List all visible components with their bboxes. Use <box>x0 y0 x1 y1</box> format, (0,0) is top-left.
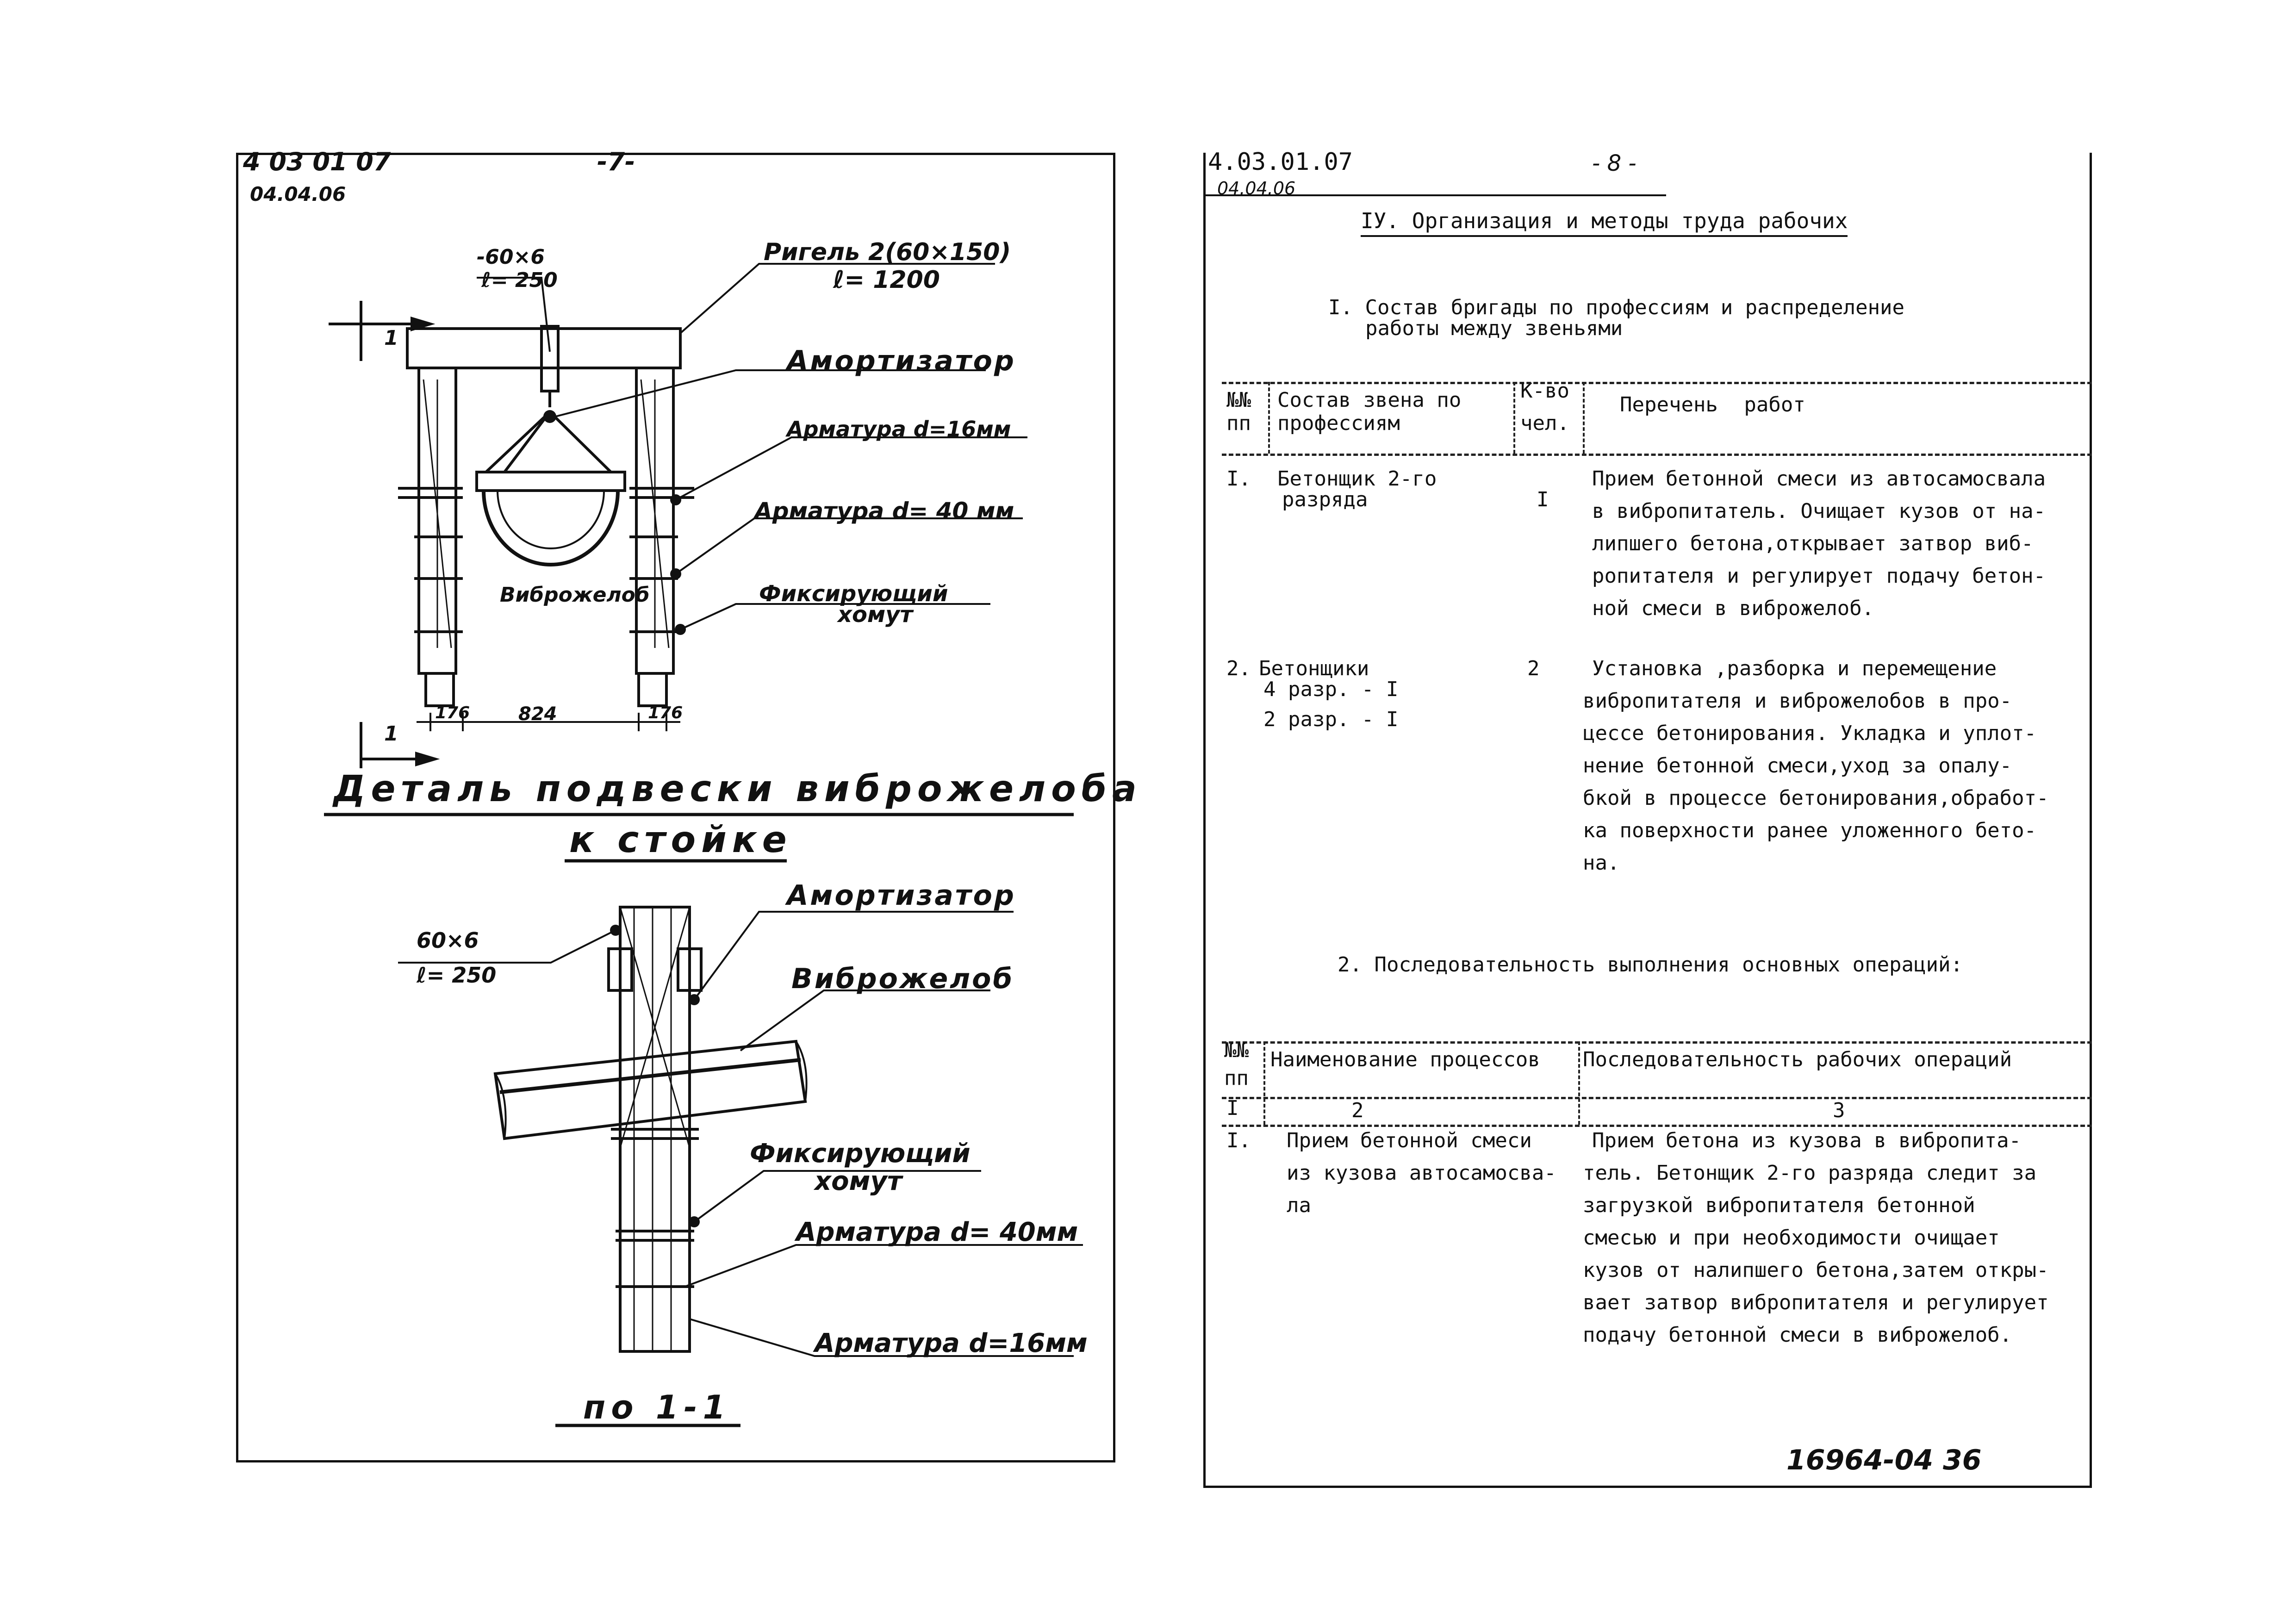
bottom-rebar-16-label: Арматура d=16мм <box>815 1328 1088 1358</box>
t1-row1-works-1: Прием бетонной смеси из автосамосвала <box>1592 467 2046 491</box>
t2-row1-process-1: Прием бетонной смеси <box>1287 1129 1532 1152</box>
t2-header-sequence: Последовательность рабочих операций <box>1583 1048 2012 1071</box>
dim-mid: 824 <box>518 703 557 725</box>
t1-header-works: Перечень работ <box>1620 393 1805 417</box>
t2-header-num-1: №№ <box>1224 1039 1249 1062</box>
top-clamp-label-1: Фиксирующий <box>759 581 948 607</box>
t2-colnum-3: 3 <box>1833 1099 1845 1122</box>
t1-row1-num: I. <box>1226 467 1251 491</box>
subsection1-line1: I. Состав бригады по профессиям и распределение <box>1328 296 1905 319</box>
left-doc-subcode: 04.04.06 <box>250 183 346 205</box>
t1-row2-works-4: нение бетонной смеси,уход за опалу- <box>1583 754 2012 778</box>
t1-row2-count: 2 <box>1527 657 1540 680</box>
t2-row1-process-2: из кузова автосамосва- <box>1287 1161 1556 1185</box>
footer-code: 16964-04 36 <box>1786 1444 1982 1476</box>
t2-colnum-1: I <box>1226 1096 1239 1120</box>
bottom-rebar-40-label: Арматура d= 40мм <box>796 1217 1078 1247</box>
detail-title-line2: к стойке <box>569 819 792 861</box>
t1-row1-works-4: ропитателя и регулирует подачу бетон- <box>1592 564 2046 588</box>
t1-row2-works-3: цессе бетонирования. Укладка и уплот- <box>1583 722 2037 745</box>
t1-row1-works-5: ной смеси в виброжелоб. <box>1592 597 1874 620</box>
bottom-vibro-chute-label: Виброжелоб <box>791 963 1014 995</box>
left-doc-code: 4 03 01 07 <box>243 147 391 176</box>
t1-row2-composition-3: 2 разр. - I <box>1263 708 1399 731</box>
t2-row1-seq-3: загрузкой вибропитателя бетонной <box>1583 1194 1975 1217</box>
right-page-number: - 8 - <box>1592 150 1636 176</box>
t1-header-composition-2: профессиям <box>1277 411 1400 435</box>
t2-colnum-2: 2 <box>1351 1099 1364 1122</box>
dim-left: 176 <box>435 703 470 722</box>
t2-header-num-2: пп <box>1224 1066 1249 1090</box>
top-shock-absorber-label: Амортизатор <box>787 345 1016 377</box>
t1-row2-works-5: бкой в процессе бетонирования,обработ- <box>1583 786 2049 810</box>
t1-header-count-2: чел. <box>1520 411 1569 435</box>
t2-row1-seq-6: вает затвор вибропитателя и регулирует <box>1583 1291 2049 1314</box>
left-page-number: -7- <box>597 147 635 176</box>
t1-row1-count: I <box>1537 488 1549 511</box>
t1-header-composition-1: Состав звена по <box>1277 388 1462 412</box>
subsection2-title: 2. Последовательность выполнения основных операций: <box>1338 953 1963 977</box>
section-title: IУ. Организация и методы труда рабочих <box>1361 208 1848 237</box>
t1-row2-works-1: Установка ,разборка и перемещение <box>1592 657 1997 680</box>
t1-row2-composition-1: Бетонщики <box>1259 657 1369 680</box>
t2-row1-seq-7: подачу бетонной смеси в виброжелоб. <box>1583 1323 2012 1347</box>
top-rebar-40-label: Арматура d= 40 мм <box>754 498 1014 524</box>
detail-title-line1: Деталь подвески виброжелоба <box>333 768 1142 810</box>
t1-header-num-2: пп <box>1226 411 1251 435</box>
t1-row2-composition-2: 4 разр. - I <box>1263 678 1399 701</box>
t1-header-num-1: №№ <box>1226 388 1251 412</box>
t2-row1-seq-4: смесью и при необходимости очищает <box>1583 1226 2000 1250</box>
subsection1-line2: работы между звеньями <box>1365 317 1623 340</box>
t1-row1-composition-1: Бетонщик 2-го <box>1277 467 1437 491</box>
top-beam-label: Ригель 2(60×150) <box>764 238 1011 266</box>
t2-row1-process-3: ла <box>1287 1194 1311 1217</box>
top-clamp-label-2: хомут <box>838 602 913 628</box>
t2-row1-seq-5: кузов от налипшего бетона,затем откры- <box>1583 1258 2049 1282</box>
section-caption: по 1-1 <box>583 1388 731 1426</box>
t1-header-count-1: К-во <box>1520 379 1569 403</box>
top-section-mark-label: 1 <box>384 326 398 350</box>
t1-row1-works-3: липшего бетона,открывает затвор виб- <box>1592 532 2034 555</box>
bottom-strip-size: 60×6 <box>417 928 479 953</box>
t2-row1-num: I. <box>1226 1129 1251 1152</box>
top-strip-length: ℓ= 250 <box>481 268 558 292</box>
top-beam-length: ℓ= 1200 <box>833 266 940 294</box>
bottom-clamp-label-1: Фиксирующий <box>750 1139 971 1169</box>
t2-row1-seq-2: тель. Бетонщик 2-го разряда следит за <box>1583 1161 2037 1185</box>
t2-row1-seq-1: Прием бетона из кузова в вибропита- <box>1592 1129 2022 1152</box>
t1-row2-works-2: вибропитателя и виброжелобов в про- <box>1583 689 2012 713</box>
t1-row2-num: 2. <box>1226 657 1251 680</box>
bottom-clamp-label-2: хомут <box>815 1166 902 1196</box>
top-rebar-16-label: Арматура d=16мм <box>787 417 1011 442</box>
t2-header-process: Наименование процессов <box>1270 1048 1540 1071</box>
right-doc-subcode: 04.04.06 <box>1217 178 1296 199</box>
t1-row1-works-2: в вибропитатель. Очищает кузов от на- <box>1592 499 2046 523</box>
t1-row2-works-6: ка поверхности ранее уложенного бето- <box>1583 819 2037 842</box>
bottom-strip-length: ℓ= 250 <box>417 963 497 988</box>
right-doc-code: 4.03.01.07 <box>1208 148 1353 176</box>
t1-row2-works-7: на. <box>1583 851 1620 875</box>
top-strip-size: -60×6 <box>477 245 545 269</box>
dim-right: 176 <box>648 703 683 722</box>
bottom-shock-absorber-label: Амортизатор <box>787 879 1016 912</box>
bottom-section-mark-label: 1 <box>384 722 398 746</box>
t1-row1-composition-2: разряда <box>1282 488 1368 511</box>
top-vibro-chute-label: Виброжелоб <box>500 583 650 607</box>
